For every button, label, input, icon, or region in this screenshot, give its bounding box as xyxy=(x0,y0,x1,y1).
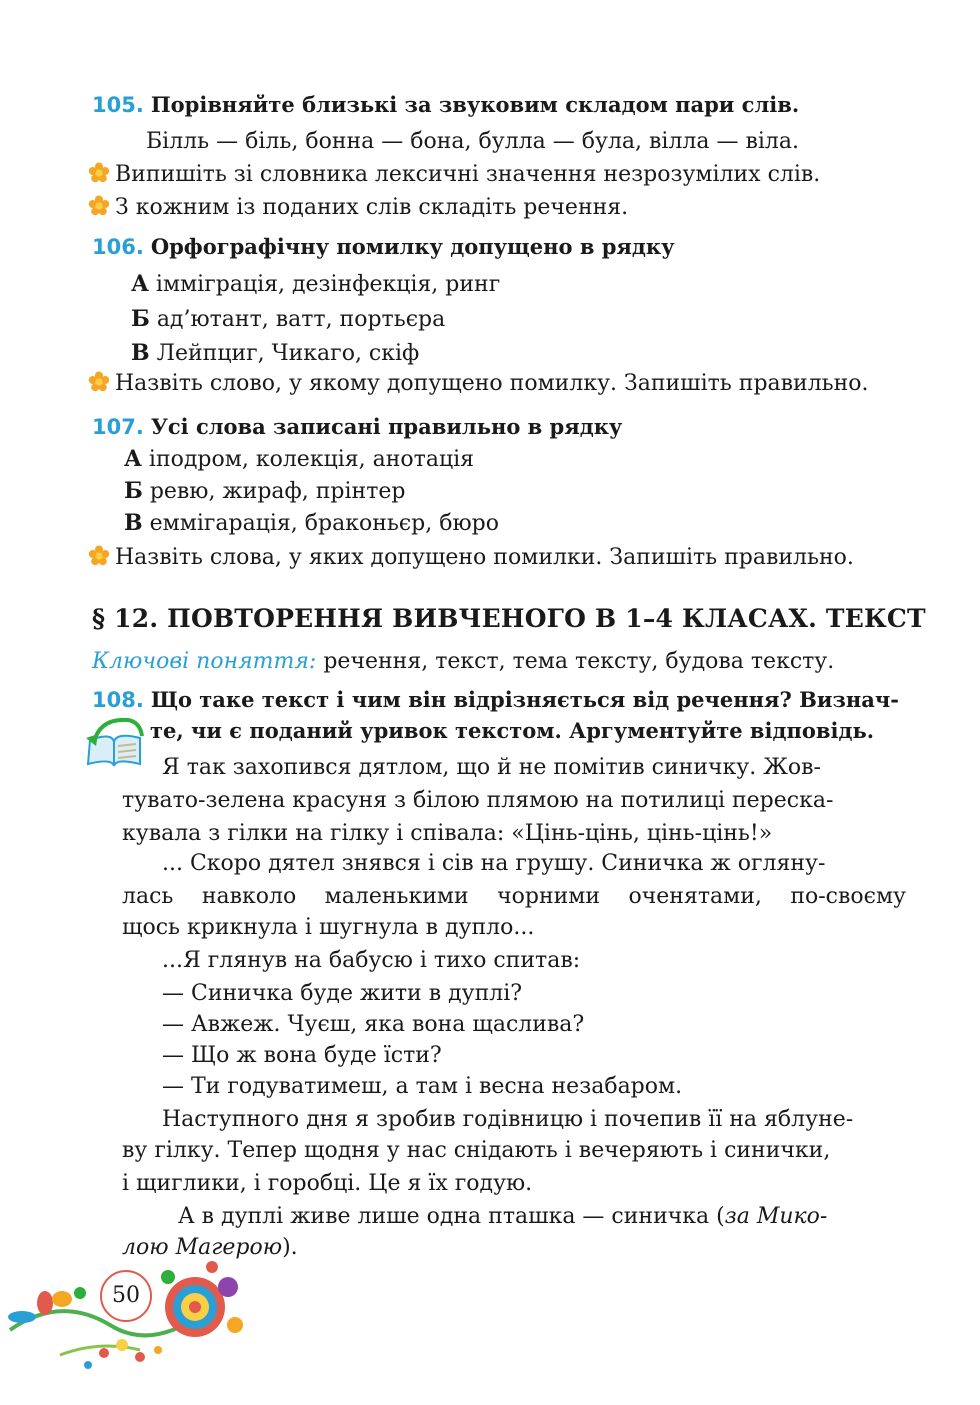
option-letter: А xyxy=(131,271,149,297)
ex106-option-b xyxy=(131,304,445,335)
key-concepts-label: Ключові поняття: xyxy=(92,649,317,674)
ex106-sub xyxy=(88,369,869,399)
ex108-header xyxy=(92,685,899,716)
option-text: іподром, колекція, анотація xyxy=(148,447,475,472)
key-concepts-text: речення, текст, тема тексту, будова тексту. xyxy=(323,649,835,674)
ex107-number: 107. xyxy=(92,415,144,439)
ex107-option-a xyxy=(124,444,474,475)
ex106-number: 106. xyxy=(92,235,144,259)
ex106-option-c xyxy=(131,338,419,369)
ex107-sub-text: Назвіть слова, у яких допущено помилки. Запишіть правильно. xyxy=(115,545,854,570)
text-line-9: — Авжеж. Чуєш, яка вона щаслива? xyxy=(162,1012,585,1037)
ex105-pairs: Білль — біль, бонна — бона, булла — була, вілла — віла. xyxy=(146,129,800,154)
text-line-15-main: А в дуплі живе лише одна пташка — синичка ( xyxy=(178,1204,725,1229)
ex107-option-b xyxy=(124,476,405,507)
option-letter: Б xyxy=(131,306,150,332)
option-text: еммігарація, браконьєр, бюро xyxy=(149,511,499,536)
section-title: § 12. ПОВТОРЕННЯ ВИВЧЕНОГО В 1–4 КЛАСАХ. ТЕКСТ xyxy=(92,604,926,633)
text-line-13: ву гілку. Тепер щодня у нас снідають і вечеряють і синички, xyxy=(122,1138,831,1163)
text-line-14: і щиглики, і горобці. Це я їх годую. xyxy=(122,1171,533,1196)
text-line-3: кувала з гілки на гілку і співала: «Цінь-цінь, цінь-цінь!» xyxy=(122,821,773,846)
ex108-task-line1: Що таке текст і чим він відрізняється від речення? Визнач- xyxy=(150,687,899,712)
author-credit-part1: за Мико- xyxy=(724,1204,828,1229)
page-number: 50 xyxy=(100,1270,152,1322)
ex108-task-line2: те, чи є поданий уривок текстом. Аргументуйте відповідь. xyxy=(150,718,875,743)
ex105-task: Порівняйте близькі за звуковим складом пари слів. xyxy=(150,92,800,117)
ex105-sub2 xyxy=(88,193,628,223)
key-concepts xyxy=(92,647,834,677)
ex107-sub xyxy=(88,543,854,573)
text-line-7: ...Я глянув на бабусю і тихо спитав: xyxy=(162,948,581,973)
author-credit-part2: лою Магерою xyxy=(122,1235,283,1260)
ex105-sub1-text: Випишіть зі словника лексичні значення незрозумілих слів. xyxy=(115,162,821,187)
ex106-sub-text: Назвіть слово, у якому допущено помилку. Запишіть правильно. xyxy=(115,371,869,396)
ex106-task: Орфографічну помилку допущено в рядку xyxy=(150,234,675,259)
ex108-number: 108. xyxy=(92,688,144,712)
text-line-12: Наступного дня я зробив годівницю і почепив її на яблуне- xyxy=(162,1107,854,1132)
flower-icon xyxy=(88,195,110,217)
option-letter: В xyxy=(131,340,150,366)
ex105-sub2-text: З кожним із поданих слів складіть речення. xyxy=(115,195,629,220)
ex107-task: Усі слова записані правильно в рядку xyxy=(150,414,623,439)
text-line-1: Я так захопився дятлом, що й не помітив синичку. Жов- xyxy=(162,755,821,780)
text-line-10: — Що ж вона буде їсти? xyxy=(162,1043,442,1068)
flower-icon xyxy=(88,371,110,393)
ex105-number: 105. xyxy=(92,93,144,117)
flower-icon xyxy=(88,545,110,567)
text-line-15 xyxy=(178,1202,827,1232)
option-letter: Б xyxy=(124,478,143,504)
option-letter: А xyxy=(124,446,142,472)
ex105-sub1 xyxy=(88,160,820,190)
text-line-4: ... Скоро дятел знявся і сів на грушу. Синичка ж огляну- xyxy=(162,851,826,876)
ex106-header xyxy=(92,232,675,263)
option-text: Лейпциг, Чикаго, скіф xyxy=(156,341,420,366)
ex106-option-a xyxy=(131,269,500,300)
ex105-header xyxy=(92,90,799,121)
text-line-11: — Ти годуватимеш, а там і весна незабаром. xyxy=(162,1074,683,1099)
text-line-2: тувато-зелена красуня з білою плямою на потилиці переска- xyxy=(122,788,834,813)
option-text: ревю, жираф, прінтер xyxy=(149,479,406,504)
ex107-option-c xyxy=(124,508,499,539)
option-text: ад’ютант, ватт, портьєра xyxy=(156,307,446,332)
option-letter: В xyxy=(124,510,143,536)
text-line-8: — Синичка буде жити в дуплі? xyxy=(162,981,523,1006)
option-text: імміграція, дезінфекція, ринг xyxy=(155,272,501,297)
open-book-icon xyxy=(82,712,146,774)
text-line-6: щось крикнула і шугнула в дупло... xyxy=(122,915,535,940)
ex107-header xyxy=(92,412,622,443)
closing-paren: ). xyxy=(282,1235,298,1260)
flower-icon xyxy=(88,162,110,184)
text-line-5: лась навколо маленькими чорними оченятами, по-своєму xyxy=(122,884,906,909)
